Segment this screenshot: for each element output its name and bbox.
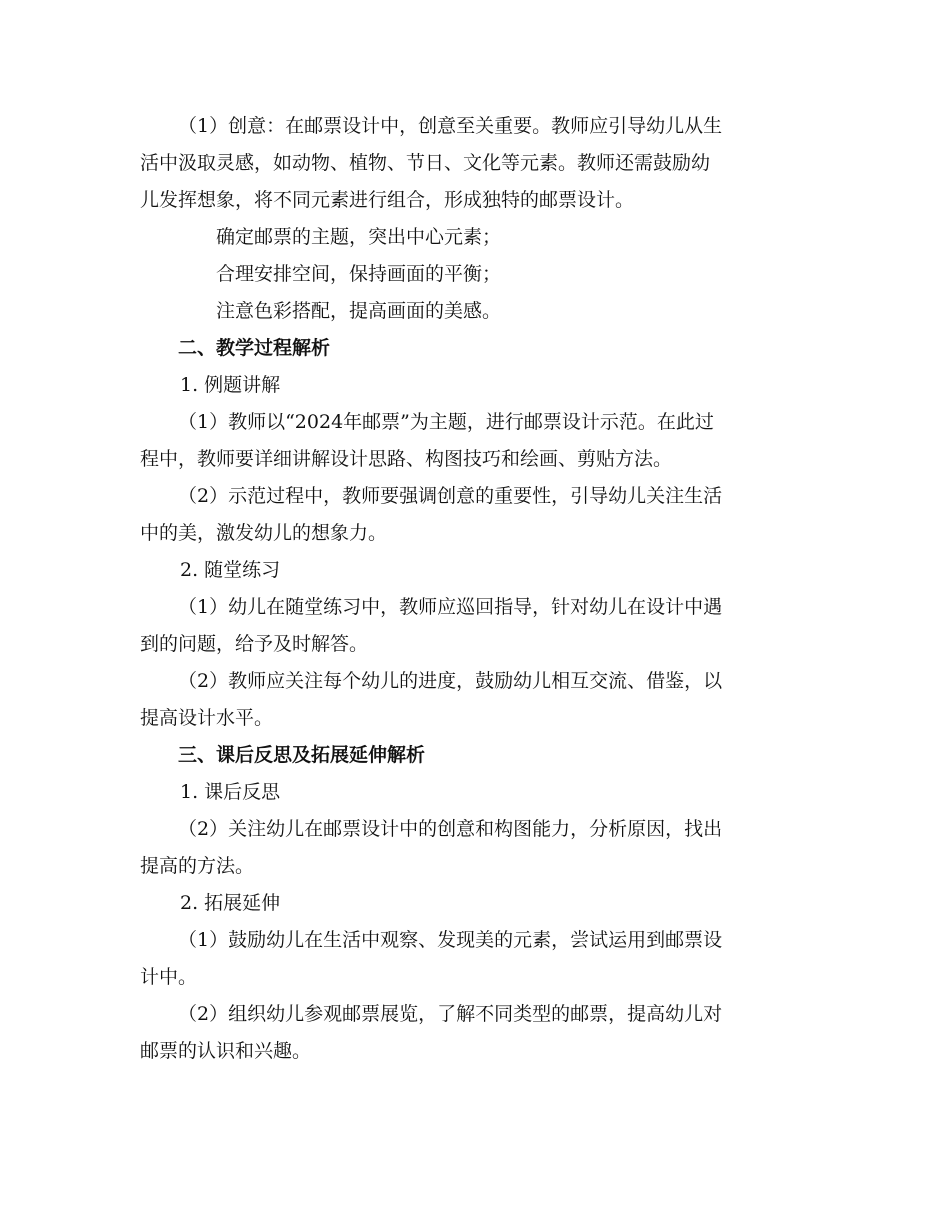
subsection-heading: 1. 例题讲解: [180, 374, 281, 396]
paragraph-line: （2）关注幼儿在邮票设计中的创意和构图能力，分析原因，找出: [178, 818, 723, 840]
subsection-heading: 2. 随堂练习: [180, 559, 281, 581]
paragraph-line: 提高设计水平。: [140, 707, 274, 729]
document-body: [140, 108, 810, 1070]
subsection-heading: 2. 拓展延伸: [180, 892, 281, 914]
paragraph-line: 儿发挥想象，将不同元素进行组合，形成独特的邮票设计。: [140, 189, 635, 211]
paragraph-line: 活中汲取灵感，如动物、植物、节日、文化等元素。教师还需鼓励幼: [140, 152, 711, 174]
paragraph-line: 中的美，激发幼儿的想象力。: [140, 522, 388, 544]
paragraph-line: 提高的方法。: [140, 855, 255, 877]
paragraph-line: 到的问题，给予及时解答。: [140, 633, 369, 655]
paragraph-line: （2）教师应关注每个幼儿的进度，鼓励幼儿相互交流、借鉴，以: [178, 670, 723, 692]
paragraph-line: （2）示范过程中，教师要强调创意的重要性，引导幼儿关注生活: [178, 485, 723, 507]
list-item: 确定邮票的主题，突出中心元素；: [216, 226, 502, 248]
section-heading: 二、教学过程解析: [178, 337, 331, 359]
paragraph-line: （2）组织幼儿参观邮票展览，了解不同类型的邮票，提高幼儿对: [178, 1003, 723, 1025]
section-heading: 三、课后反思及拓展延伸解析: [178, 744, 426, 766]
paragraph-line: （1）幼儿在随堂练习中，教师应巡回指导，针对幼儿在设计中遇: [178, 596, 723, 618]
list-item: 注意色彩搭配，提高画面的美感。: [216, 300, 502, 322]
paragraph-line: （1）鼓励幼儿在生活中观察、发现美的元素，尝试运用到邮票设: [178, 929, 723, 951]
list-item: 合理安排空间，保持画面的平衡；: [216, 263, 502, 285]
paragraph-line: 程中，教师要详细讲解设计思路、构图技巧和绘画、剪贴方法。: [140, 448, 673, 470]
paragraph-line: （1）创意：在邮票设计中，创意至关重要。教师应引导幼儿从生: [178, 115, 723, 137]
paragraph-line: 邮票的认识和兴趣。: [140, 1040, 312, 1062]
paragraph-line: 计中。: [140, 966, 198, 988]
subsection-heading: 1. 课后反思: [180, 781, 281, 803]
paragraph-line: （1）教师以“2024年邮票”为主题，进行邮票设计示范。在此过: [178, 411, 714, 433]
